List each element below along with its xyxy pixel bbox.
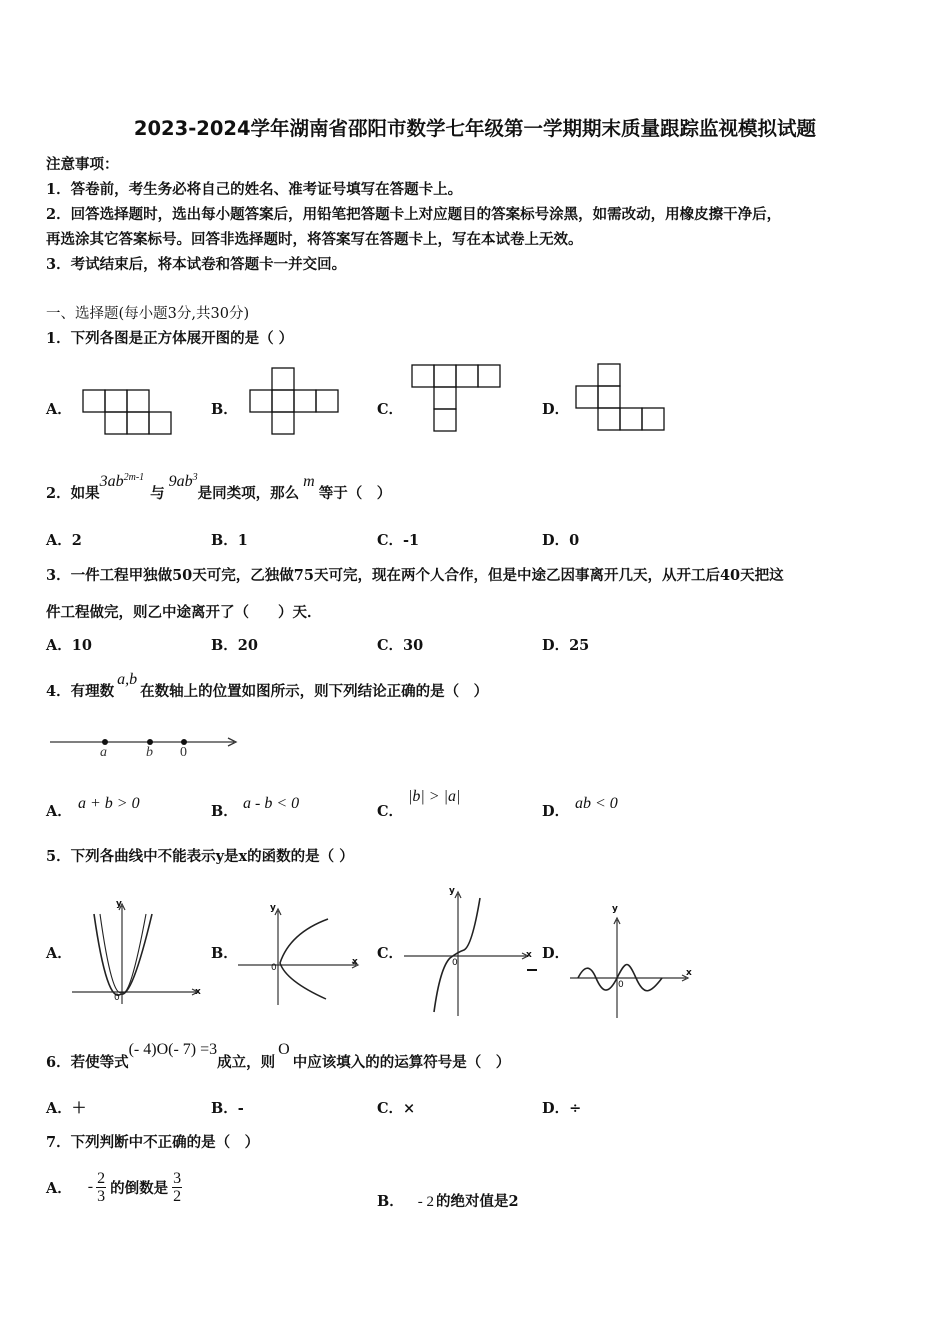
- q2-expr2-exp: 3: [192, 472, 198, 484]
- q3-option-d: D．25: [542, 637, 590, 654]
- q2-var: m: [303, 473, 315, 490]
- q1-net-c: [411, 364, 505, 436]
- q3-option-a: A．10: [46, 637, 92, 654]
- q7-option-b: [377, 1190, 519, 1211]
- q4-option-c-expr: |b| > |a|: [408, 788, 461, 805]
- q5-graph-a: [72, 900, 204, 1006]
- q7-a-fraction: [96, 1170, 106, 1205]
- q7-a-numerator: 2: [97, 1169, 106, 1187]
- question-3-line2: 件工程做完，则乙中途离开了（ ）天．: [46, 604, 322, 621]
- q4-option-a-expr: a + b > 0: [78, 795, 140, 812]
- q2-mid2: 是同类项，那么: [197, 485, 300, 502]
- q7-a-mid: 的倒数是: [110, 1179, 169, 1197]
- q5-graph-c: [404, 888, 534, 1018]
- question-4: [46, 668, 488, 700]
- q3-option-b: B．20: [211, 637, 258, 654]
- q5-option-a-label: A．: [46, 945, 72, 962]
- notice-item-2: 2．回答选择题时，选出每小题答案后，用铅笔把答题卡上对应题目的答案标号涂黑，如需改动，用橡皮擦干净后，: [46, 206, 782, 223]
- q6-symbol: O: [278, 1041, 290, 1058]
- q3-option-c: C．30: [377, 637, 424, 654]
- q5-d-y-label: y: [612, 904, 618, 914]
- q5-graph-b: [238, 905, 364, 1007]
- q7-option-a: [46, 1165, 182, 1209]
- question-3-line1: 3．一件工程甲独做50天可完，乙独做75天可完，现在两个人合作，但是中途乙因事离开几天，从开工后40天把这: [46, 567, 784, 584]
- q2-option-b: B．1: [211, 532, 248, 549]
- q7-b-suffix: 的绝对值是2: [436, 1193, 519, 1210]
- q5-a-y-label: y: [116, 899, 122, 909]
- q4-axis-label-b: b: [146, 745, 153, 760]
- q5-a-x-label: x: [195, 987, 201, 997]
- q5-c-origin: 0: [452, 958, 458, 968]
- q4-option-c-label: C．: [377, 803, 404, 820]
- q6-suffix: 中应该填入的的运算符号是（ ）: [292, 1054, 511, 1071]
- q4-axis-label-0: 0: [180, 745, 187, 760]
- q2-option-a: A．2: [46, 532, 82, 549]
- q4-option-d-label: D．: [542, 803, 570, 820]
- q2-option-d: D．0: [542, 532, 580, 549]
- question-7: 7．下列判断中不正确的是（ ）: [46, 1134, 260, 1151]
- q1-option-c-label: C．: [377, 401, 404, 418]
- q2-expr2-base: 9ab: [168, 473, 193, 490]
- q1-option-b-label: B．: [211, 401, 238, 418]
- q1-net-a: [82, 389, 174, 436]
- q7-b-expr: - 2: [417, 1194, 435, 1210]
- q7-a-sign: -: [87, 1178, 94, 1195]
- q4-option-b-expr: a - b < 0: [243, 795, 300, 812]
- q1-option-a-label: A．: [46, 401, 72, 418]
- q5-a-origin: 0: [114, 993, 120, 1003]
- q7-a-denominator: 3: [97, 1187, 106, 1205]
- q4-option-d-expr: ab < 0: [575, 795, 618, 812]
- q1-net-b: [249, 367, 341, 437]
- q1-net-d: [575, 363, 669, 435]
- q7-option-b-label: B．: [377, 1193, 404, 1210]
- question-5: 5．下列各曲线中不能表示y是x的函数的是（ ）: [46, 848, 354, 865]
- q5-d-x-label: x: [686, 968, 692, 978]
- q4-vars: a,b: [117, 671, 138, 688]
- q6-option-c: C．×: [377, 1100, 416, 1117]
- q2-prefix: 2．如果: [46, 485, 100, 502]
- q4-prefix: 4．有理数: [46, 683, 115, 700]
- q6-option-a: A．＋: [46, 1100, 87, 1117]
- notice-item-2-cont: 再选涂其它答案标号。回答非选择题时，将答案写在答题卡上，写在本试卷上无效。: [46, 231, 583, 248]
- section-heading: 一、选择题(每小题3分,共30分): [46, 306, 250, 322]
- q6-option-d: D．÷: [542, 1100, 582, 1117]
- q2-expr1-exp: 2m-1: [123, 472, 145, 484]
- q5-b-origin: 0: [271, 963, 277, 973]
- q5-graph-d: [570, 908, 694, 1020]
- page-title: 2023-2024学年湖南省邵阳市数学七年级第一学期期末质量跟踪监视模拟试题: [133, 117, 817, 140]
- q4-axis-label-a: a: [100, 745, 107, 760]
- q1-option-d-label: D．: [542, 401, 570, 418]
- q4-number-line: [50, 733, 240, 767]
- q7-option-a-label: A．: [46, 1179, 72, 1197]
- q5-c-y-label: y: [449, 886, 455, 896]
- q5-option-b-label: B．: [211, 945, 238, 962]
- q7-a-denominator2: 2: [173, 1187, 182, 1205]
- q5-b-y-label: y: [270, 903, 276, 913]
- q7-a-numerator2: 3: [173, 1169, 182, 1187]
- question-6: [46, 1038, 510, 1072]
- q5-option-d-label: D．: [542, 945, 570, 962]
- q4-suffix: 在数轴上的位置如图所示，则下列结论正确的是（ ）: [140, 683, 489, 700]
- q2-expr1-base: 3ab: [99, 473, 124, 490]
- q4-option-a-label: A．: [46, 803, 72, 820]
- q2-suffix: 等于（ ）: [318, 485, 392, 502]
- question-1: 1．下列各图是正方体展开图的是（ ）: [46, 330, 294, 347]
- q5-d-mark: [527, 969, 537, 971]
- q5-c-x-label: x: [526, 950, 532, 960]
- q6-expr: (- 4)O(- 7) =3: [128, 1041, 218, 1058]
- notice-heading: 注意事项：: [46, 156, 119, 173]
- notice-item-3: 3．考试结束后，将本试卷和答题卡一并交回。: [46, 256, 347, 273]
- q2-option-c: C．-1: [377, 532, 420, 549]
- q4-option-b-label: B．: [211, 803, 238, 820]
- q6-prefix: 6．若使等式: [46, 1054, 129, 1071]
- question-2: [46, 470, 391, 506]
- q5-option-c-label: C．: [377, 945, 404, 962]
- q7-a-fraction2: [172, 1170, 182, 1205]
- q5-b-x-label: x: [352, 957, 358, 967]
- q6-option-b: B．-: [211, 1100, 244, 1117]
- q6-mid: 成立，则: [217, 1054, 276, 1071]
- notice-item-1: 1．答卷前，考生务必将自己的姓名、准考证号填写在答题卡上。: [46, 181, 463, 198]
- q5-d-origin: 0: [618, 980, 624, 990]
- q2-mid: 与: [150, 485, 165, 502]
